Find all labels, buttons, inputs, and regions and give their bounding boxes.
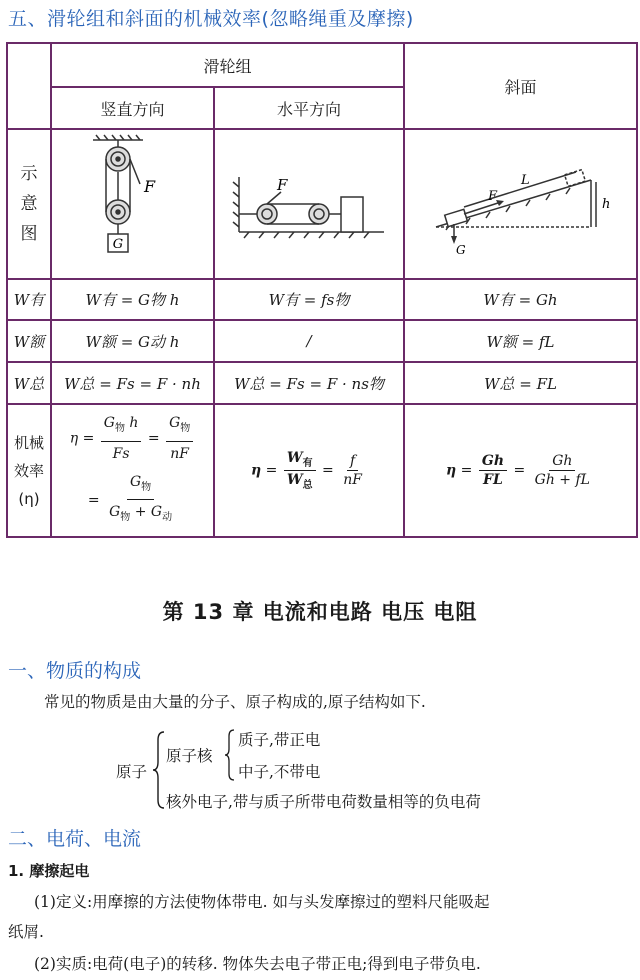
atom-nucleus: 原子核 — [166, 747, 213, 765]
atom-proton: 质子,带正电 — [238, 731, 321, 749]
row-label-diagram: 示 意 图 — [7, 129, 51, 279]
useful-incline: W有 = Gh — [404, 279, 637, 320]
svg-text:G: G — [112, 237, 123, 252]
total-vertical: W总 = Fs = F · nh — [51, 362, 214, 404]
diagram-vertical-pulley — [51, 129, 214, 279]
extra-vertical: W额 = G动 h — [51, 320, 214, 362]
extra-horizontal: / — [214, 320, 404, 362]
nucleus-brace — [224, 728, 236, 782]
svg-text:h: h — [601, 197, 610, 212]
svg-text:L: L — [520, 173, 530, 188]
atom-electron: 核外电子,带与质子所带电荷数量相等的负电荷 — [166, 793, 481, 811]
atom-neutron: 中子,不带电 — [238, 763, 321, 781]
extra-incline: W额 = fL — [404, 320, 637, 362]
row-label-useful: W有 — [7, 279, 51, 320]
row-label-total: W总 — [7, 362, 51, 404]
svg-text:G: G — [455, 243, 466, 257]
row-label-extra: W额 — [7, 320, 51, 362]
header-incline: 斜面 — [404, 43, 637, 129]
efficiency-horizontal: η = $\frac{W_有}{W_总}$ = $\frac{f}{nF}$ — [214, 404, 404, 537]
chapter-title: 第 13 章 电流和电路 电压 电阻 — [162, 600, 478, 624]
atom-brace — [152, 730, 166, 810]
useful-vertical: W有 = G物 h — [51, 279, 214, 320]
header-horizontal: 水平方向 — [214, 87, 404, 129]
efficiency-vertical: η = $\frac{G_物 h}{Fs}$ = $\frac{G_物}{nF}$ = $\frac{G_物}{G_物 + G_动}$ — [51, 404, 214, 537]
diagram-horizontal-pulley — [214, 129, 404, 279]
total-horizontal: W总 = Fs = F · ns物 — [214, 362, 404, 404]
corner-cell — [7, 43, 51, 129]
section-1-title: 一、物质的构成 — [8, 660, 142, 682]
section-2-title: 二、电荷、电流 — [8, 828, 142, 850]
diagram-incline — [404, 129, 637, 279]
efficiency-table — [6, 42, 638, 538]
svg-text:F: F — [143, 177, 155, 196]
efficiency-incline: η = $\frac{Gh}{FL}$ = $\frac{Gh}{Gh + fL}$ — [404, 404, 637, 537]
header-vertical: 竖直方向 — [51, 87, 214, 129]
section-1-paragraph: 常见的物质是由大量的分子、原子构成的,原子结构如下. — [44, 693, 426, 711]
useful-horizontal: W有 = fs物 — [214, 279, 404, 320]
definition-line-2: 纸屑. — [8, 923, 44, 941]
definition-line-1: (1)定义:用摩擦的方法使物体带电. 如与头发摩擦过的塑料尺能吸起 — [34, 893, 490, 911]
total-incline: W总 = FL — [404, 362, 637, 404]
header-pulley: 滑轮组 — [51, 43, 404, 87]
essence-line: (2)实质:电荷(电子)的转移. 物体失去电子带正电;得到电子带负电. — [34, 955, 481, 973]
row-label-efficiency: 机械 效率 (η) — [7, 404, 51, 537]
svg-text:F: F — [487, 189, 497, 204]
atom-root: 原子 — [116, 763, 148, 781]
svg-text:F: F — [277, 176, 288, 194]
subsection-1-title: 1. 摩擦起电 — [8, 862, 90, 880]
section-title: 五、滑轮组和斜面的机械效率(忽略绳重及摩擦) — [8, 8, 414, 30]
